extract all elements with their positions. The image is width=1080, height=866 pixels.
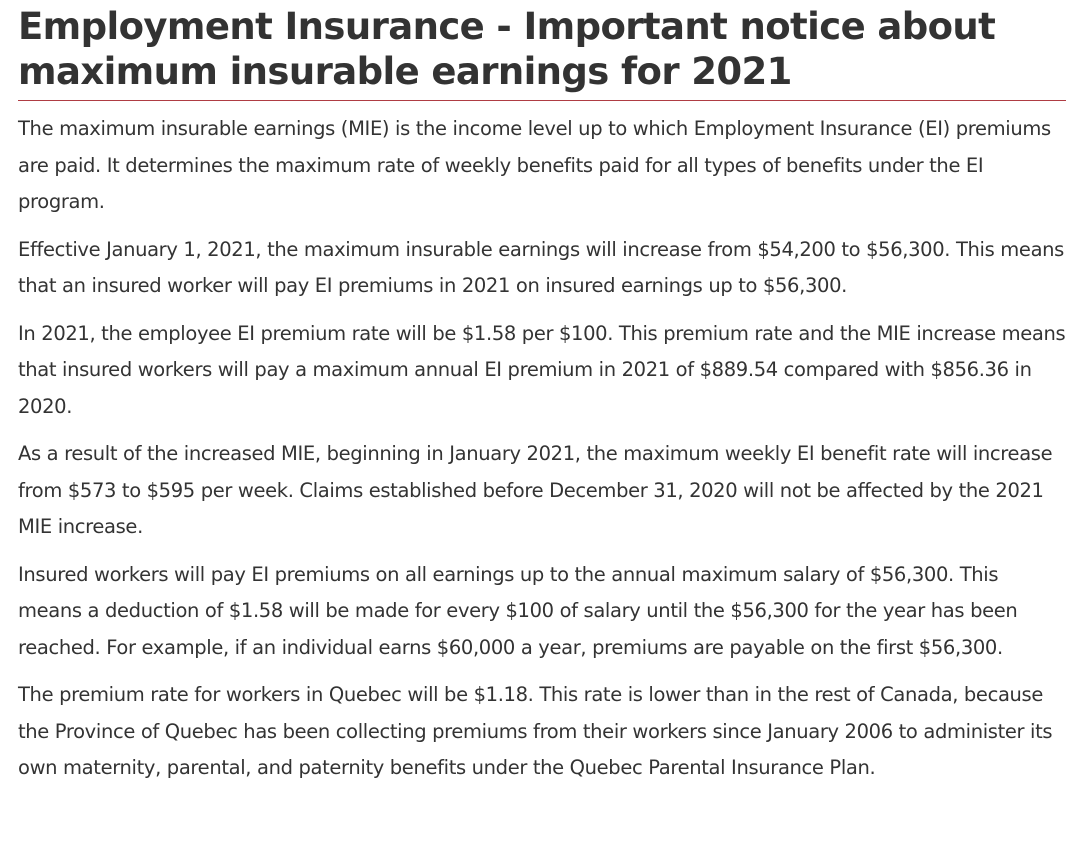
paragraph-premium-example: Insured workers will pay EI premiums on all earnings up to the annual maximum salary of $56,300. This means a deduction of $1.58 will be made for every $100 of salary until the $56,300 for the year has been reached. For example, if an individual earns $60,000 a year, premiums are payable on the first $56,300. [18,562,1018,659]
page-title: Employment Insurance - Important notice about maximum insurable earnings for 2021 [18,0,1066,101]
paragraph-premium-rate: In 2021, the employee EI premium rate will be $1.58 per $100. This premium rate and the MIE increase means that insured workers will pay a maximum annual EI premium in 2021 of $889.54 compared with $856.36 in 2020. [18,321,1066,418]
paragraph-mie-increase: Effective January 1, 2021, the maximum insurable earnings will increase from $54,200 to $56,300. This means that an insured worker will pay EI premiums in 2021 on insured earnings up to $56,300. [18,237,1064,297]
paragraph-quebec-rate: The premium rate for workers in Quebec will be $1.18. This rate is lower than in the rest of Canada, because the Province of Quebec has been collecting premiums from their workers since January 2006 to administer its own maternity, parental, and paternity benefits under the Quebec Parental Insurance Plan. [18,683,1053,779]
paragraph-benefit-rate: As a result of the increased MIE, beginning in January 2021, the maximum weekly EI benefit rate will increase from $573 to $595 per week. Claims established before December 31, 2020 will not be affected by the 2021 MIE increase. [18,442,1053,538]
notice-body [18,111,1066,787]
paragraph-mie-definition: The maximum insurable earnings (MIE) is the income level up to which Employment Insurance (EI) premiums are paid. It determines the maximum rate of weekly benefits paid for all types of benefits under the EI program. [18,117,1051,213]
